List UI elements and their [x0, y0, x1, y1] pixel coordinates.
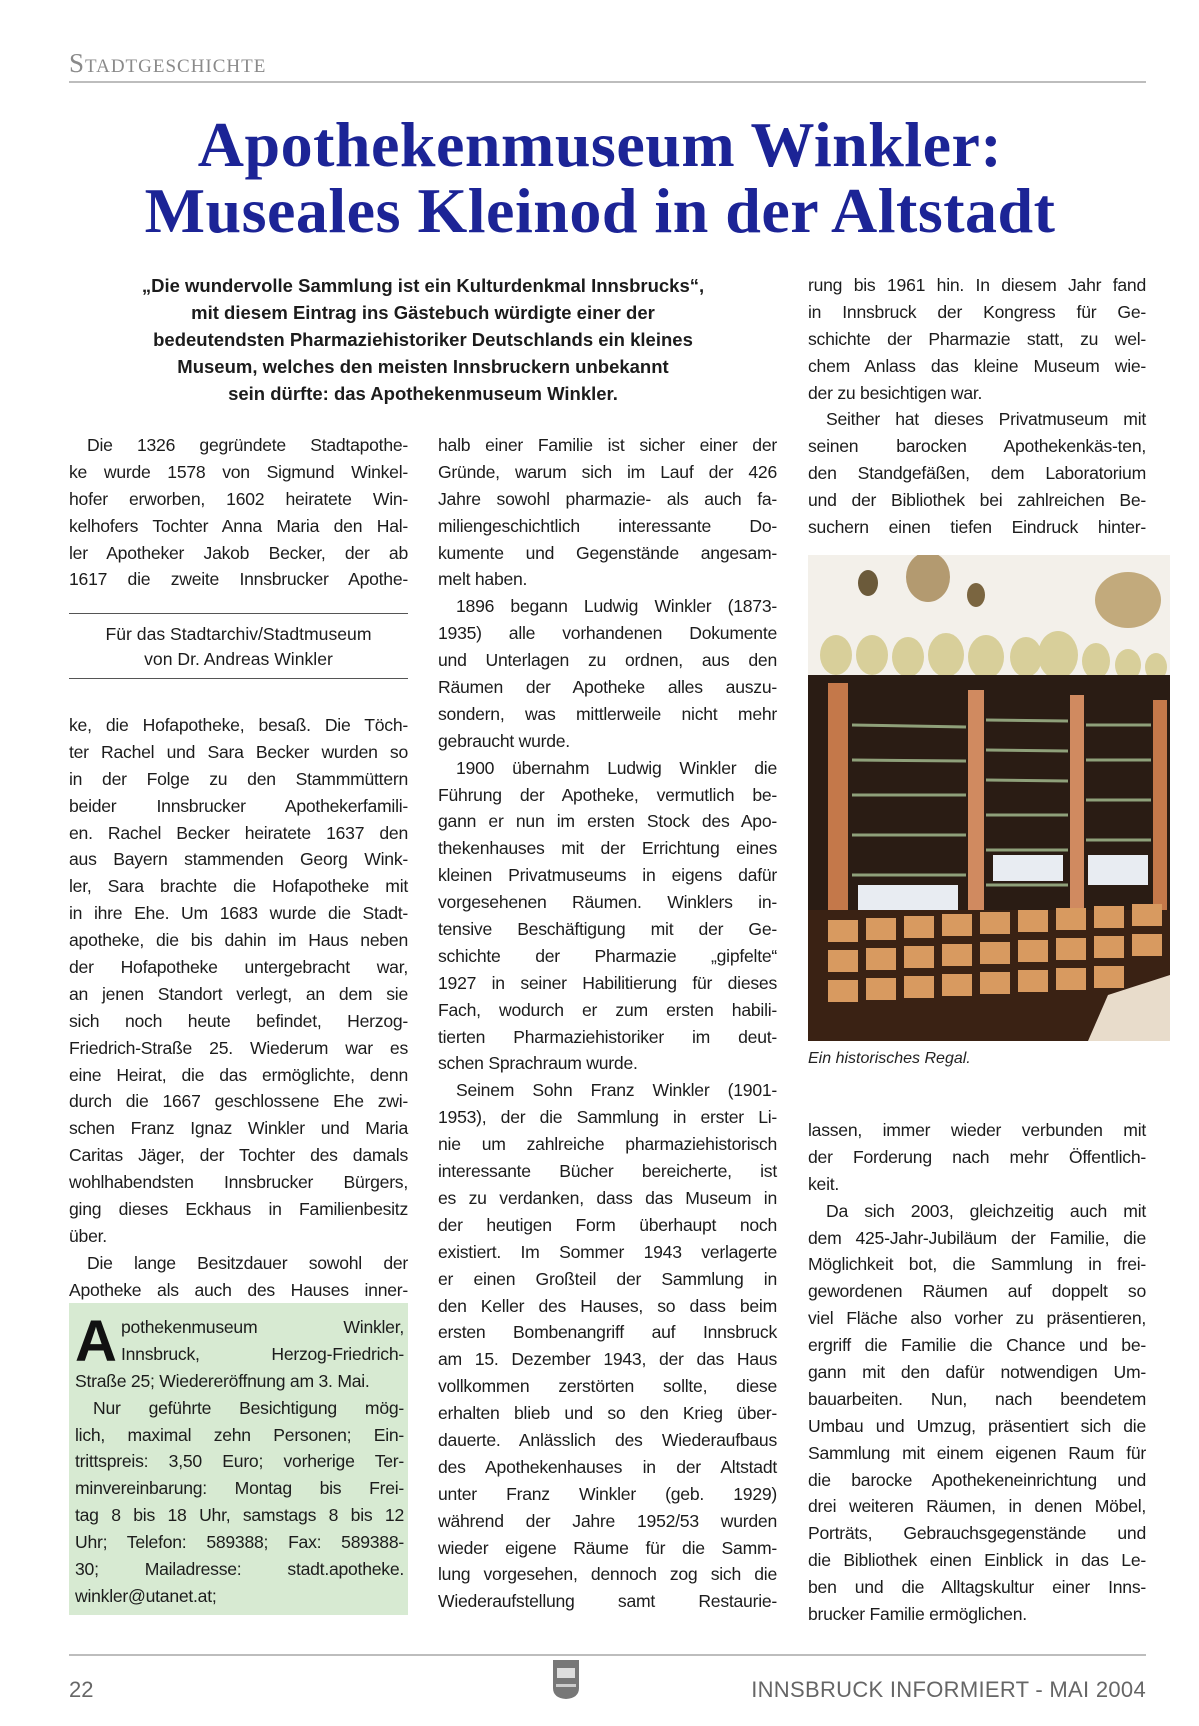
text-line: in der Folge zu den Stammmüttern: [69, 768, 408, 789]
column-1-bottom: [69, 712, 408, 1304]
text-line: seinen barocken Apothekenkäs-ten,: [808, 436, 1146, 457]
text-line: kumente und Gegenstände angesam-: [438, 542, 777, 563]
text-line: ersten Bombenangriff auf Innsbruck: [438, 1322, 777, 1343]
text-line: während der Jahre 1952/53 wurden: [438, 1510, 777, 1531]
text-line: eine Heirat, die das ermöglichte, denn: [69, 1064, 408, 1085]
text-line: Umbau und Umzug, präsentiert sich die: [808, 1415, 1146, 1436]
text-line: Seither hat dieses Privatmuseum mit: [826, 409, 1146, 430]
text-line: gann mit den dafür notwendigen Um-: [808, 1362, 1146, 1383]
lead-line: mit diesem Eintrag ins Gästebuch würdigte einer der: [191, 302, 655, 323]
byline-line: von Dr. Andreas Winkler: [144, 649, 333, 669]
text-line: gebraucht wurde.: [438, 730, 570, 751]
text-line: ben und die Alltagskultur einer Inns-: [808, 1577, 1146, 1598]
text-line: Gründe, warum sich im Lauf der 426: [438, 461, 777, 482]
text-line: nie um zahlreiche pharmaziehistorisch: [438, 1134, 777, 1155]
column-1-top: [69, 432, 408, 593]
column-2: [438, 432, 777, 1615]
title-line: Museales Kleinod in der Altstadt: [144, 175, 1056, 246]
text-line: an jenen Standort verlegt, an dem sie: [69, 983, 408, 1004]
text-line: Straße 25; Wiedereröffnung am 3. Mai.: [75, 1370, 370, 1391]
text-line: tensive Beschäftigung mit der Ge-: [438, 919, 777, 940]
text-line: am 15. Dezember 1943, der das Haus: [438, 1349, 777, 1370]
text-line: Fach, wodurch er zum ersten habili-: [438, 999, 777, 1020]
text-line: kelhofers Tochter Anna Maria den Hal-: [69, 515, 408, 536]
text-line: lung vorgesehen, dennoch zog sich die: [438, 1564, 777, 1585]
text-line: gann er nun im ersten Stock des Apo-: [438, 811, 777, 832]
text-line: den Standgefäßen, dem Laboratorium: [808, 463, 1146, 484]
text-line: der Hofapotheke untergebracht war,: [69, 957, 408, 978]
text-line: brucker Familie ermöglichen.: [808, 1604, 1027, 1625]
author-byline: [69, 613, 408, 679]
text-line: und der Bibliothek bei zahlreichen Be-: [808, 490, 1146, 511]
text-line: sondern, was mittlerweile nicht mehr: [438, 703, 777, 724]
footer-divider: [69, 1654, 1146, 1656]
text-line: ke wurde 1578 von Sigmund Winkel-: [69, 461, 408, 482]
text-line: schen Franz Ignaz Winkler und Maria: [69, 1118, 408, 1139]
text-line: rung bis 1961 hin. In diesem Jahr fand: [808, 275, 1146, 295]
text-line: Wiederaufstellung samt Restaurie-: [438, 1591, 777, 1612]
text-line: und Unterlagen zu ordnen, aus den: [438, 650, 777, 671]
text-line: in Innsbruck der Kongress für Ge-: [808, 301, 1146, 322]
text-line: kleinen Privatmuseums in eigens dafür: [438, 865, 777, 886]
text-line: interessante Bücher bereicherte, ist: [438, 1161, 777, 1182]
info-box-text: [75, 1309, 404, 1610]
text-line: winkler@utanet.at;: [75, 1585, 217, 1606]
text-line: trittspreis: 3,50 Euro; vorherige Ter-: [75, 1451, 404, 1472]
text-line: Führung der Apotheke, vermutlich be-: [438, 784, 777, 805]
text-line: Caritas Jäger, der Tochter des damals: [69, 1145, 408, 1166]
text-line: Möglichkeit bot, die Sammlung in frei-: [808, 1254, 1146, 1275]
text-line: 1953), der die Sammlung in erster Li-: [438, 1107, 777, 1128]
text-line: die Bibliothek einen Einblick in das Le-: [808, 1550, 1146, 1571]
text-line: tierten Pharmaziehistoriker im deut-: [438, 1026, 777, 1047]
text-line: dauerte. Anlässlich des Wiederaufbaus: [438, 1429, 777, 1450]
text-line: bauarbeiten. Nun, nach beendetem: [808, 1388, 1146, 1409]
section-label: Stadtgeschichte: [69, 48, 267, 78]
text-line: durch die 1667 geschlossene Ehe zwi-: [69, 1091, 408, 1112]
text-line: minvereinbarung: Montag bis Frei-: [75, 1478, 404, 1499]
text-line: vollkommen zerstörten sollte, diese: [438, 1376, 777, 1397]
lead-line: sein dürfte: das Apothekenmuseum Winkler.: [228, 383, 618, 404]
column-3-top: [808, 272, 1146, 541]
text-line: tag 8 bis 18 Uhr, samstags 8 bis 12: [75, 1505, 404, 1526]
lead-line: Museum, welches den meisten Innsbruckern unbekannt: [177, 356, 669, 377]
text-line: melt haben.: [438, 569, 528, 590]
text-line: Sammlung mit einem eigenen Raum für: [808, 1442, 1146, 1463]
text-line: thekenhauses mit der Errichtung eines: [438, 838, 777, 859]
city-crest-icon: [552, 1658, 580, 1700]
text-line: Seinem Sohn Franz Winkler (1901-: [456, 1080, 777, 1101]
text-line: suchern einen tiefen Eindruck hinter-: [808, 517, 1146, 538]
text-line: Friedrich-Straße 25. Wiederum war es: [69, 1037, 408, 1058]
text-line: 1896 begann Ludwig Winkler (1873-: [456, 596, 777, 617]
publication-footer: INNSBRUCK INFORMIERT - MAI 2004: [751, 1677, 1146, 1702]
text-line: existiert. Im Sommer 1943 verlagerte: [438, 1241, 777, 1262]
text-line: Da sich 2003, gleichzeitig auch mit: [826, 1200, 1146, 1221]
text-line: chem Anlass das kleine Museum wie-: [808, 355, 1146, 376]
text-line: ler, Sara brachte die Hofapotheke mit: [69, 876, 408, 897]
lead-line: „Die wundervolle Sammlung ist ein Kulturdenkmal Innsbrucks“,: [141, 275, 705, 296]
text-line: beider Innsbrucker Apothekerfamili-: [69, 795, 408, 816]
text-line: schichte der Pharmazie „gipfelte“: [438, 945, 777, 966]
text-line: unter Franz Winkler (geb. 1929): [438, 1483, 777, 1504]
text-line: er einen Großteil der Sammlung in: [438, 1268, 777, 1289]
text-line: 30; Mailadresse: stadt.apotheke.: [75, 1559, 404, 1580]
text-line: ergriff die Familie die Chance und be-: [808, 1335, 1146, 1356]
text-line: Innsbruck, Herzog-Friedrich-: [121, 1343, 404, 1364]
text-line: Uhr; Telefon: 589388; Fax: 589388-: [75, 1532, 404, 1553]
text-line: Räumen der Apotheke alles auszu-: [438, 677, 777, 698]
text-line: 1617 die zweite Innsbrucker Apothe-: [69, 569, 408, 590]
text-line: schen Sprachraum wurde.: [438, 1053, 638, 1074]
text-line: wohlhabendsten Innsbrucker Bürgers,: [69, 1172, 408, 1193]
text-line: Porträts, Gebrauchsgegenstände und: [808, 1523, 1146, 1544]
text-line: die barocke Apothekeneinrichtung und: [808, 1469, 1146, 1490]
text-line: lich, maximal zehn Personen; Ein-: [75, 1424, 404, 1445]
text-line: ler Apotheker Jakob Becker, der ab: [69, 542, 408, 563]
text-line: ke, die Hofapotheke, besaß. Die Töch-: [69, 715, 408, 735]
text-line: ter Rachel und Sara Becker wurden so: [69, 741, 408, 762]
text-line: miliengeschichtlich interessante Do-: [438, 515, 777, 536]
text-line: 1900 übernahm Ludwig Winkler die: [456, 757, 777, 778]
text-line: aus Bayern stammenden Georg Wink-: [69, 849, 408, 870]
text-line: viel Fläche also vorher zu präsentieren,: [808, 1308, 1146, 1329]
text-line: Jahre sowohl pharmazie- als auch fa-: [438, 488, 777, 509]
text-line: vorgesehenen Räumen. Winklers in-: [438, 892, 777, 913]
text-line: pothekenmuseum Winkler,: [121, 1317, 404, 1337]
text-line: erhalten blieb und so den Krieg über-: [438, 1403, 777, 1424]
text-line: wieder eigene Räume für die Samm-: [438, 1537, 777, 1558]
text-line: Die lange Besitzdauer sowohl der: [87, 1252, 408, 1273]
article-lead: [69, 272, 777, 407]
text-line: ging dieses Eckhaus in Familienbesitz: [69, 1199, 408, 1220]
text-line: Die 1326 gegründete Stadtapothe-: [87, 435, 408, 455]
text-line: hofer erworben, 1602 heiratete Win-: [69, 488, 408, 509]
text-line: Nur geführte Besichtigung mög-: [93, 1397, 404, 1418]
apothecary-shelf-photo: [808, 555, 1170, 1041]
article-title: [40, 109, 1160, 246]
title-line: Apothekenmuseum Winkler:: [197, 109, 1003, 180]
text-line: der Forderung nach mehr Öffentlich-: [808, 1146, 1146, 1167]
text-line: drei weiteren Räumen, in denen Möbel,: [808, 1496, 1146, 1517]
drop-cap: A: [75, 1309, 117, 1374]
lead-line: bedeutendsten Pharmaziehistoriker Deutschlands ein kleines: [153, 329, 693, 350]
text-line: es zu verdanken, dass das Museum in: [438, 1187, 777, 1208]
text-line: apotheke, die bis dahin im Haus neben: [69, 930, 408, 951]
text-line: 1927 in seiner Habilitierung für dieses: [438, 972, 777, 993]
text-line: in ihre Ehe. Um 1683 wurde die Stadt-: [69, 903, 408, 924]
text-line: gewordenen Räumen auf doppelt so: [808, 1281, 1146, 1302]
text-line: den Keller des Hauses, so dass beim: [438, 1295, 777, 1316]
text-line: halb einer Familie ist sicher einer der: [438, 435, 777, 455]
text-line: des Apothekenhauses in der Altstadt: [438, 1456, 777, 1477]
text-line: keit.: [808, 1173, 840, 1194]
header-divider: [69, 81, 1146, 83]
text-line: der zu besichtigen war.: [808, 382, 983, 403]
text-line: Apotheke als auch des Hauses inner-: [69, 1279, 408, 1300]
text-line: 1935) alle vorhandenen Dokumente: [438, 623, 777, 644]
page-number: 22: [69, 1677, 94, 1702]
text-line: lassen, immer wieder verbunden mit: [808, 1120, 1146, 1140]
byline-line: Für das Stadtarchiv/Stadtmuseum: [105, 624, 372, 644]
text-line: schichte der Pharmazie statt, zu wel-: [808, 328, 1146, 349]
text-line: en. Rachel Becker heiratete 1637 den: [69, 822, 408, 843]
text-line: sich noch heute befindet, Herzog-: [69, 1010, 408, 1031]
text-line: über.: [69, 1225, 107, 1246]
column-3-bottom: [808, 1117, 1146, 1628]
text-line: dem 425-Jahr-Jubiläum der Familie, die: [808, 1227, 1146, 1248]
text-line: der heutigen Form überhaupt noch: [438, 1214, 777, 1235]
photo-caption: Ein historisches Regal.: [808, 1050, 971, 1067]
